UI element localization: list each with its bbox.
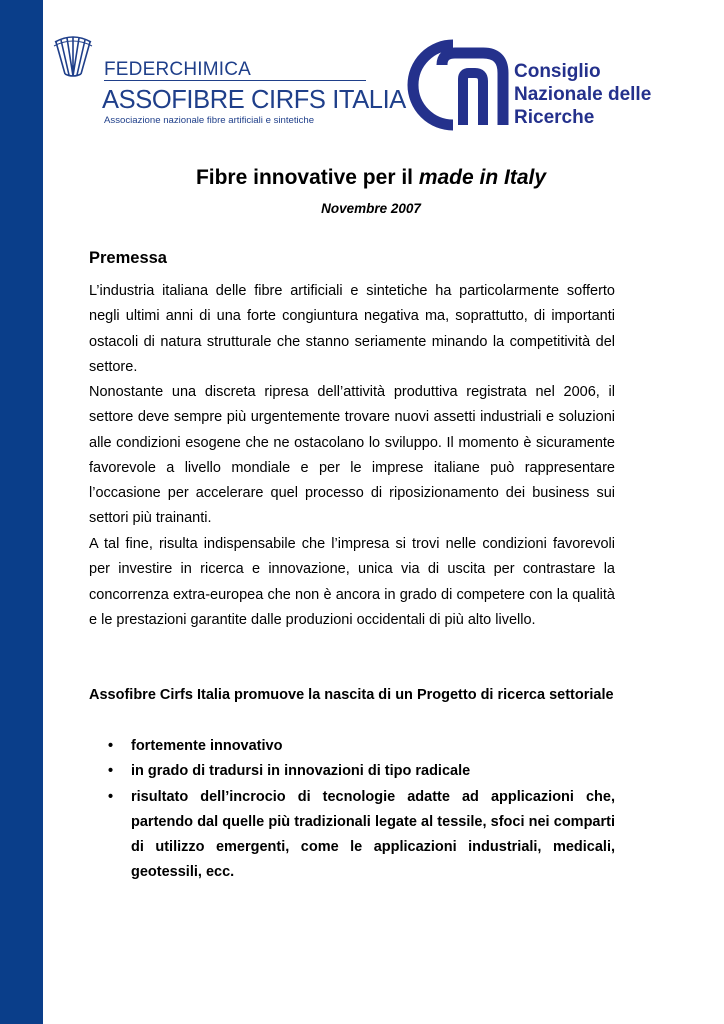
title-prefix: Fibre innovative per il bbox=[195, 166, 419, 189]
bullet-symbol: • bbox=[108, 738, 114, 754]
cnr-line-3: Ricerche bbox=[514, 107, 595, 128]
federchimica-shell-logo bbox=[50, 34, 96, 78]
bullet-text: in grado di tradursi in innovazioni di tipo radicale bbox=[131, 763, 471, 780]
assofibre-label: ASSOFIBRE CIRFS ITALIA bbox=[102, 86, 406, 114]
header-divider bbox=[104, 80, 366, 81]
project-intro: Assofibre Cirfs Italia promuove la nascita di un Progetto di ricerca settoriale bbox=[89, 687, 614, 703]
bullet-text: fortemente innovativo bbox=[131, 738, 283, 754]
document-date: Novembre 2007 bbox=[321, 201, 421, 216]
side-color-bar bbox=[0, 0, 43, 1024]
cnr-name bbox=[514, 60, 651, 129]
paragraph-3: A tal fine, risulta indispensabile che l’impresa si trovi nelle condizioni favorevoli per investire in ricerca e innovazione, unica via di uscita per contrastare la concorrenza extra-europea che non è ancora in grado di competere con la qualità e le prestazioni garantite dalle produzioni occidentali di più alto livello. bbox=[89, 536, 615, 628]
federchimica-label: FEDERCHIMICA bbox=[104, 59, 252, 80]
list-item bbox=[89, 759, 615, 784]
document-title bbox=[0, 166, 724, 190]
title-italic: made in Italy bbox=[418, 166, 547, 189]
list-item bbox=[89, 785, 615, 886]
paragraph-1: L’industria italiana delle fibre artificiali e sintetiche ha particolarmente sofferto negli ultimi anni di una forte congiuntura negativa ma, soprattutto, di importanti ostacoli di natura strutturale che stanno seriamente minando la competitività del settore. bbox=[89, 283, 615, 375]
bullet-text: risultato dell’incrocio di tecnologie adatte ad applicazioni che, partendo dal quelle più tradizionali legate al tessile, sfoci nei comparti di utilizzo emergenti, come le applicazioni industriali, medicali, geotessili, ecc. bbox=[131, 788, 615, 881]
cnr-logo bbox=[405, 39, 513, 131]
bullet-symbol: • bbox=[108, 788, 114, 805]
project-bullets bbox=[89, 734, 615, 886]
bullet-symbol: • bbox=[108, 763, 114, 780]
paragraph-2: Nonostante una discreta ripresa dell’attività produttiva registrata nel 2006, il settore deve sempre più urgentemente trovare nuovi assetti industriali e soluzioni alle condizioni esogene che ne ostacolano lo sviluppo. Il momento è sicuramente favorevole a livello mondiale e per le imprese italiane può rappresentare l’occasione per accelerare quel processo di riposizionamento dei business sui settori più trainanti. bbox=[89, 384, 615, 527]
cnr-line-2: Nazionale delle bbox=[514, 84, 652, 105]
cnr-line-1: Consiglio bbox=[514, 61, 601, 82]
list-item bbox=[89, 734, 615, 759]
section-heading: Premessa bbox=[89, 249, 167, 267]
assofibre-subtitle: Associazione nazionale fibre artificiali e sintetiche bbox=[104, 115, 315, 126]
